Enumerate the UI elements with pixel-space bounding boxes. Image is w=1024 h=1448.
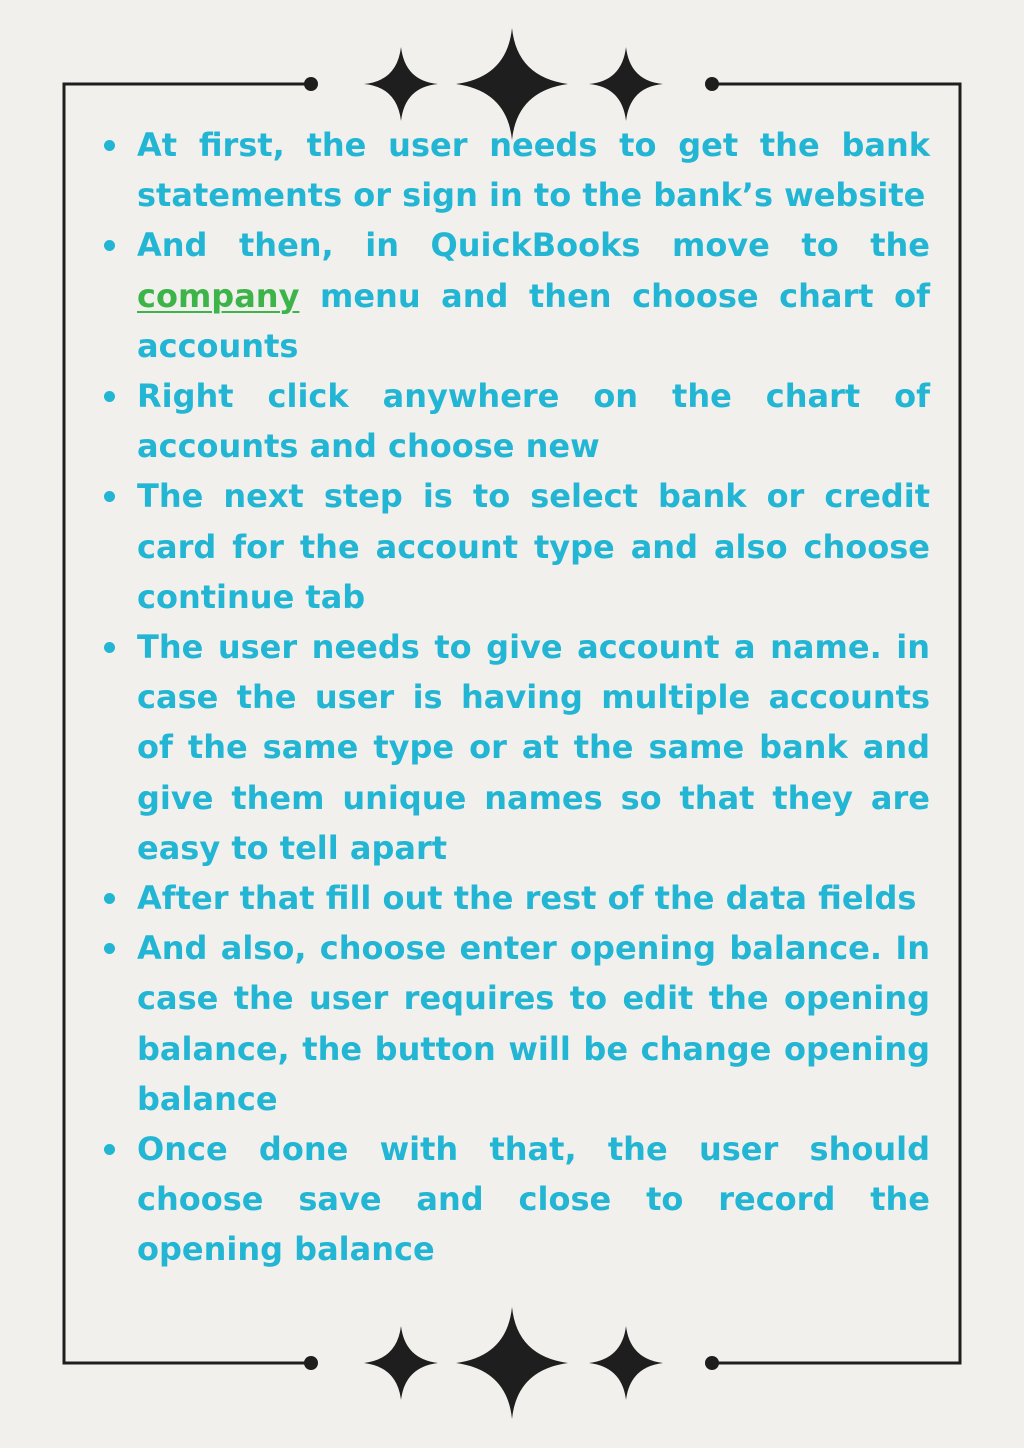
step-text: The user needs to give account a name. in case the user is having multiple accounts of the same type or at the same bank and give them unique names so that they are easy to tell apart <box>137 628 930 867</box>
step-text: After that fill out the rest of the data fields <box>137 879 917 918</box>
company-link[interactable]: company <box>137 276 300 315</box>
sparkle-star-left-icon <box>364 1326 438 1400</box>
bullet-dot-icon <box>104 642 115 653</box>
sparkle-star-left-icon <box>364 47 438 121</box>
bullet-dot-icon <box>104 240 115 251</box>
sparkle-star-center-icon <box>456 1307 568 1419</box>
list-item <box>100 471 930 622</box>
step-text: The next step is to select bank or credit card for the account type and also choose continue tab <box>137 477 930 616</box>
list-item <box>100 622 930 873</box>
bullet-dot-icon <box>104 491 115 502</box>
step-text: And then, in QuickBooks move to the <box>137 226 930 265</box>
list-item <box>100 371 930 471</box>
bottom-sparkle-stars-icon <box>364 1307 663 1419</box>
sparkle-star-right-icon <box>589 1326 663 1400</box>
steps-list <box>100 120 930 1275</box>
instructions-content <box>100 120 930 1290</box>
bullet-dot-icon <box>104 1144 115 1155</box>
bullet-dot-icon <box>104 140 115 151</box>
step-text: menu and then choose chart of accounts <box>137 276 930 365</box>
list-item <box>100 220 930 371</box>
sparkle-star-right-icon <box>589 47 663 121</box>
step-text: Right click anywhere on the chart of accounts and choose new <box>137 377 930 466</box>
step-text: At first, the user needs to get the bank statements or sign in to the bank’s website <box>137 126 930 215</box>
list-item <box>100 1124 930 1275</box>
bullet-dot-icon <box>104 893 115 904</box>
list-item <box>100 120 930 220</box>
step-text: And also, choose enter opening balance. In case the user requires to edit the opening balance, the button will be change opening balance <box>137 929 930 1118</box>
list-item <box>100 873 930 923</box>
list-item <box>100 923 930 1124</box>
bullet-dot-icon <box>104 943 115 954</box>
step-text: Once done with that, the user should choose save and close to record the opening balance <box>137 1130 930 1269</box>
bullet-dot-icon <box>104 391 115 402</box>
